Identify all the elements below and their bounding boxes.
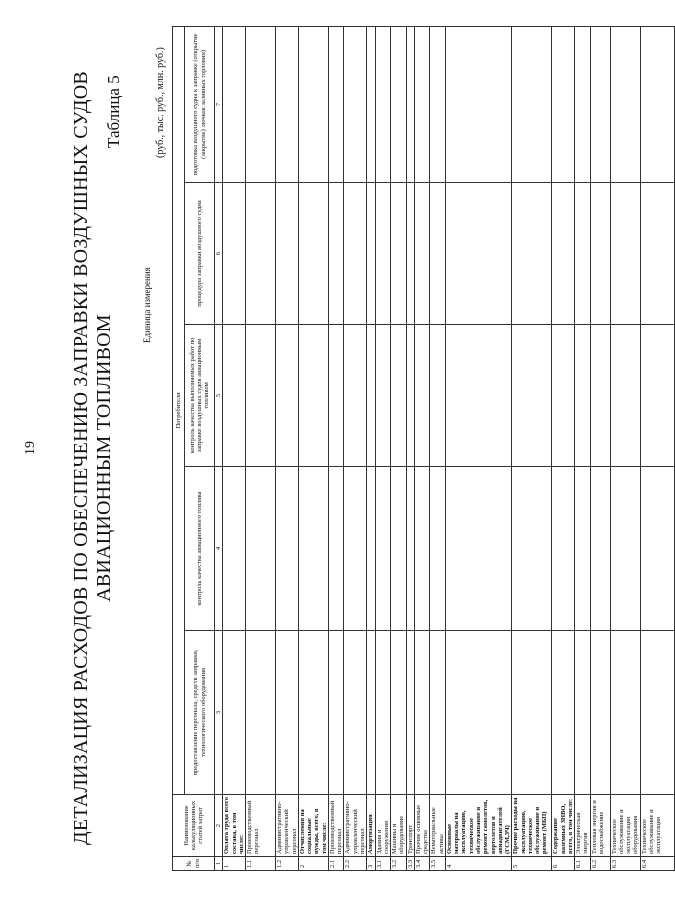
value-cell bbox=[512, 325, 552, 467]
table-row bbox=[590, 26, 610, 870]
value-cell bbox=[223, 183, 246, 325]
value-cell bbox=[610, 325, 640, 467]
header-row-number: № п/п bbox=[173, 857, 215, 871]
row-cost-item: Прочие основные средства bbox=[414, 795, 430, 857]
table-row bbox=[610, 26, 640, 870]
value-cell bbox=[246, 325, 276, 467]
value-cell bbox=[375, 183, 391, 325]
value-cell bbox=[391, 325, 407, 467]
value-cell bbox=[414, 26, 430, 182]
value-cell bbox=[430, 183, 446, 325]
row-cost-item: Техническое обслуживание и эксплуатация оборудования bbox=[610, 795, 640, 857]
table-row bbox=[552, 26, 575, 870]
header-col-4: контроль качества авиационного топлива bbox=[185, 467, 215, 631]
value-cell bbox=[367, 325, 375, 467]
value-cell bbox=[406, 467, 414, 631]
value-cell bbox=[575, 26, 591, 182]
value-cell bbox=[375, 26, 391, 182]
header-col-5: контроль качества выполняемых работ по заправке воздушных судов авиационным топливом bbox=[185, 325, 215, 467]
value-cell bbox=[223, 26, 246, 182]
row-cost-item: Административно-управленческий персонал bbox=[276, 795, 299, 857]
header-cost-item: Наименование калькуляционных статей затрат bbox=[173, 795, 215, 857]
value-cell bbox=[406, 325, 414, 467]
value-cell bbox=[375, 325, 391, 467]
row-number: 3.1 bbox=[375, 857, 391, 871]
row-number: 3 bbox=[367, 857, 375, 871]
row-cost-item: Производственный персонал bbox=[328, 795, 344, 857]
column-number: 4 bbox=[215, 467, 223, 631]
row-cost-item: Основные материалы на эксплуатацию, техническое обслуживание и ремонт самолетов, вертолетов и авиадвигателей (ГСМ,ЗЧ) bbox=[445, 795, 511, 857]
row-number: 3.5 bbox=[430, 857, 446, 871]
units-value: (руб., тыс. руб., млн. руб.) bbox=[155, 47, 166, 158]
value-cell bbox=[512, 467, 552, 631]
value-cell bbox=[640, 183, 674, 325]
value-cell bbox=[298, 183, 328, 325]
value-cell bbox=[590, 183, 610, 325]
column-number: 5 bbox=[215, 325, 223, 467]
value-cell bbox=[640, 26, 674, 182]
value-cell bbox=[575, 183, 591, 325]
value-cell bbox=[391, 467, 407, 631]
value-cell bbox=[375, 467, 391, 631]
table-row bbox=[223, 26, 246, 870]
table-row bbox=[512, 26, 552, 870]
value-cell bbox=[430, 325, 446, 467]
row-cost-item: Амортизация bbox=[367, 795, 375, 857]
value-cell bbox=[445, 631, 511, 795]
value-cell bbox=[328, 467, 344, 631]
value-cell bbox=[610, 183, 640, 325]
value-cell bbox=[430, 631, 446, 795]
value-cell bbox=[406, 631, 414, 795]
row-number: 1.1 bbox=[246, 857, 276, 871]
value-cell bbox=[552, 467, 575, 631]
value-cell bbox=[445, 183, 511, 325]
value-cell bbox=[367, 631, 375, 795]
table-row bbox=[430, 26, 446, 870]
value-cell bbox=[610, 467, 640, 631]
table-label: Таблица 5 bbox=[104, 75, 123, 148]
value-cell bbox=[640, 631, 674, 795]
value-cell bbox=[512, 26, 552, 182]
value-cell bbox=[610, 26, 640, 182]
row-number: 3.3 bbox=[406, 857, 414, 871]
value-cell bbox=[276, 325, 299, 467]
row-number: 1 bbox=[223, 857, 246, 871]
value-cell bbox=[298, 26, 328, 182]
value-cell bbox=[414, 183, 430, 325]
row-number: 4 bbox=[445, 857, 511, 871]
row-cost-item: Машины и оборудование bbox=[391, 795, 407, 857]
value-cell bbox=[328, 183, 344, 325]
value-cell bbox=[590, 467, 610, 631]
row-cost-item: Отчисления на социальные нужды, всего, в том числе: bbox=[298, 795, 328, 857]
row-number: 3.4 bbox=[414, 857, 430, 871]
table-row bbox=[276, 26, 299, 870]
table-row bbox=[344, 26, 367, 870]
column-number: 6 bbox=[215, 183, 223, 325]
value-cell bbox=[590, 325, 610, 467]
value-cell bbox=[246, 183, 276, 325]
value-cell bbox=[246, 26, 276, 182]
row-cost-item: Тепловая энергия и водоснабжение bbox=[590, 795, 610, 857]
value-cell bbox=[414, 631, 430, 795]
value-cell bbox=[590, 631, 610, 795]
value-cell bbox=[430, 26, 446, 182]
value-cell bbox=[298, 467, 328, 631]
value-cell bbox=[276, 631, 299, 795]
value-cell bbox=[552, 26, 575, 182]
table-row bbox=[328, 26, 344, 870]
value-cell bbox=[375, 631, 391, 795]
value-cell bbox=[640, 325, 674, 467]
value-cell bbox=[575, 325, 591, 467]
row-number: 6 bbox=[552, 857, 575, 871]
column-number: 2 bbox=[215, 795, 223, 857]
row-cost-item: Административно-управленческий персонал bbox=[344, 795, 367, 857]
column-number: 3 bbox=[215, 631, 223, 795]
value-cell bbox=[328, 26, 344, 182]
column-number: 7 bbox=[215, 26, 223, 182]
value-cell bbox=[223, 631, 246, 795]
row-number: 6.2 bbox=[590, 857, 610, 871]
row-cost-item: Прочие расходы на эксплуатацию, техническое обслуживание и ремонт (МБП) bbox=[512, 795, 552, 857]
table-row bbox=[391, 26, 407, 870]
column-number: 1 bbox=[215, 857, 223, 871]
value-cell bbox=[344, 467, 367, 631]
row-cost-item: Транспорт bbox=[406, 795, 414, 857]
row-number: 2.2 bbox=[344, 857, 367, 871]
value-cell bbox=[367, 183, 375, 325]
header-consumers: Потребители bbox=[173, 26, 185, 794]
value-cell bbox=[430, 467, 446, 631]
row-number: 1.2 bbox=[276, 857, 299, 871]
table-row bbox=[640, 26, 674, 870]
value-cell bbox=[512, 183, 552, 325]
value-cell bbox=[328, 631, 344, 795]
row-cost-item: Производственный персонал bbox=[246, 795, 276, 857]
row-cost-item: Нематериальные активы bbox=[430, 795, 446, 857]
value-cell bbox=[610, 631, 640, 795]
value-cell bbox=[406, 26, 414, 182]
row-number: 5 bbox=[512, 857, 552, 871]
value-cell bbox=[344, 325, 367, 467]
value-cell bbox=[367, 26, 375, 182]
value-cell bbox=[391, 183, 407, 325]
value-cell bbox=[298, 631, 328, 795]
header-col-6: процедура заправки воздушного судна bbox=[185, 183, 215, 325]
value-cell bbox=[328, 325, 344, 467]
value-cell bbox=[640, 467, 674, 631]
value-cell bbox=[367, 467, 375, 631]
value-cell bbox=[445, 26, 511, 182]
value-cell bbox=[552, 325, 575, 467]
row-number: 6.3 bbox=[610, 857, 640, 871]
value-cell bbox=[575, 631, 591, 795]
value-cell bbox=[414, 325, 430, 467]
document-title: ДЕТАЛИЗАЦИЯ РАСХОДОВ ПО ОБЕСПЕЧЕНИЮ ЗАПРАВКИ ВОЗДУШНЫХ СУДОВ АВИАЦИОННЫМ ТОПЛИВОМ bbox=[70, 71, 115, 845]
value-cell bbox=[445, 467, 511, 631]
value-cell bbox=[445, 325, 511, 467]
header-col-7: подготовка воздушного судна к заправке (открытие (закрытие) лючков заливных горловин) bbox=[185, 26, 215, 182]
header-col-3: предоставление персонала, средств заправки, технологического оборудования bbox=[185, 631, 215, 795]
value-cell bbox=[344, 631, 367, 795]
value-cell bbox=[276, 467, 299, 631]
value-cell bbox=[590, 26, 610, 182]
value-cell bbox=[406, 183, 414, 325]
row-number: 2 bbox=[298, 857, 328, 871]
table-row bbox=[445, 26, 511, 870]
value-cell bbox=[391, 631, 407, 795]
value-cell bbox=[246, 467, 276, 631]
value-cell bbox=[298, 325, 328, 467]
row-number: 6.4 bbox=[640, 857, 674, 871]
expense-table bbox=[172, 26, 675, 871]
value-cell bbox=[246, 631, 276, 795]
value-cell bbox=[512, 631, 552, 795]
page-number: 19 bbox=[23, 441, 38, 455]
table-row bbox=[367, 26, 375, 870]
value-cell bbox=[575, 467, 591, 631]
units-label: Единица измерения bbox=[142, 267, 152, 343]
value-cell bbox=[391, 26, 407, 182]
value-cell bbox=[276, 183, 299, 325]
row-number: 2.1 bbox=[328, 857, 344, 871]
row-cost-item: Здания и сооружения bbox=[375, 795, 391, 857]
row-cost-item: Электрическая энергия bbox=[575, 795, 591, 857]
table-row bbox=[575, 26, 591, 870]
row-cost-item: Оплата труда всего состава, в том числе: bbox=[223, 795, 246, 857]
row-number: 3.2 bbox=[391, 857, 407, 871]
row-cost-item: Содержание наземных ЗНВО, всего, в том числе: bbox=[552, 795, 575, 857]
value-cell bbox=[223, 325, 246, 467]
table-row bbox=[246, 26, 276, 870]
table-row bbox=[298, 26, 328, 870]
row-cost-item: Техническое обслуживание и эксплуатация bbox=[640, 795, 674, 857]
value-cell bbox=[223, 467, 246, 631]
table-row bbox=[406, 26, 414, 870]
value-cell bbox=[414, 467, 430, 631]
value-cell bbox=[552, 183, 575, 325]
value-cell bbox=[552, 631, 575, 795]
value-cell bbox=[344, 26, 367, 182]
table-row bbox=[414, 26, 430, 870]
row-number: 6.1 bbox=[575, 857, 591, 871]
value-cell bbox=[276, 26, 299, 182]
value-cell bbox=[344, 183, 367, 325]
table-row bbox=[375, 26, 391, 870]
